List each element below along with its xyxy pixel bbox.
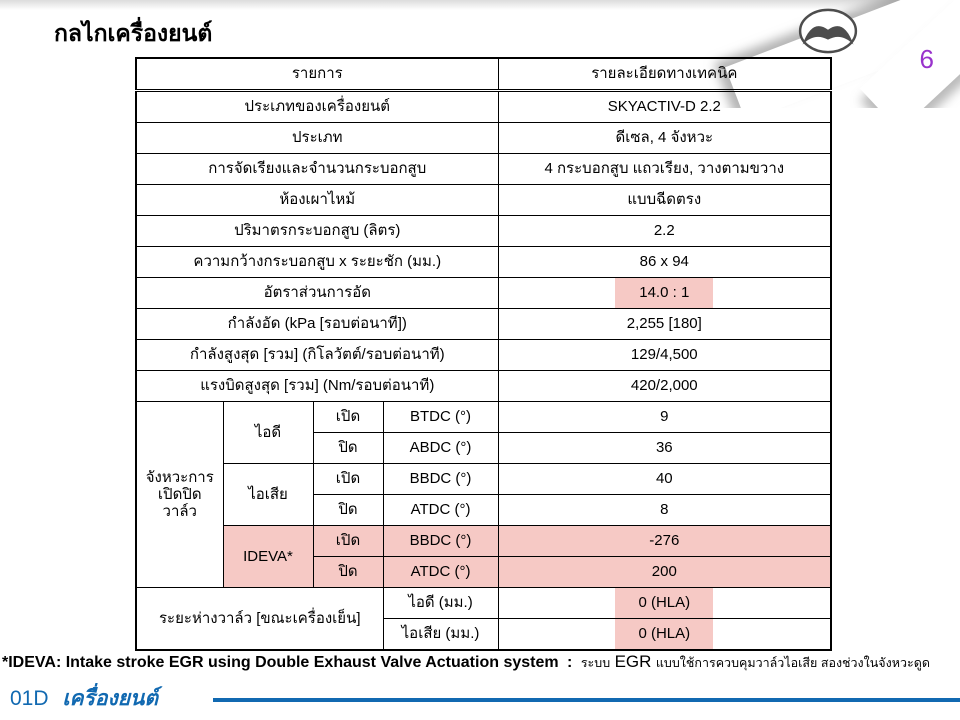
footnote-egr: EGR [614, 652, 652, 671]
valve-subgroup-exhaust: ไอเสีย [223, 464, 313, 526]
valve-state: ปิด [313, 433, 383, 464]
row-label: แรงบิดสูงสุด [รวม] (Nm/รอบต่อนาที) [136, 371, 498, 402]
row-label: ประเภท [136, 123, 498, 154]
valve-value: 36 [498, 433, 831, 464]
footnote-separator: : [567, 654, 573, 671]
valve-subgroup-intake: ไอดี [223, 402, 313, 464]
table-row [136, 216, 831, 247]
valve-state: ปิด [313, 557, 383, 588]
valve-timing-row [136, 402, 831, 433]
highlighted-value: 14.0 : 1 [615, 278, 713, 307]
table-row [136, 123, 831, 154]
mazda-logo-icon [797, 6, 859, 56]
row-value: ดีเซล, 4 จังหวะ [498, 123, 831, 154]
footer-section-code: 01D [10, 687, 49, 710]
valve-subgroup-ideva: IDEVA* [223, 526, 313, 588]
ideva-footnote [2, 652, 960, 673]
clearance-ref: ไอเสีย (มม.) [383, 619, 498, 651]
engine-spec-table [135, 57, 832, 651]
clearance-ref: ไอดี (มม.) [383, 588, 498, 619]
table-row [136, 185, 831, 216]
row-value: 2,255 [180] [498, 309, 831, 340]
row-value: 420/2,000 [498, 371, 831, 402]
footer-section-label [10, 682, 158, 715]
row-value: แบบฉีดตรง [498, 185, 831, 216]
valve-value: 9 [498, 402, 831, 433]
row-value: SKYACTIV-D 2.2 [498, 91, 831, 123]
header-detail: รายละเอียดทางเทคนิค [498, 58, 831, 91]
row-label: อัตราส่วนการอัด [136, 278, 498, 309]
row-label: ความกว้างกระบอกสูบ x ระยะชัก (มม.) [136, 247, 498, 278]
row-label: การจัดเรียงและจำนวนกระบอกสูบ [136, 154, 498, 185]
footnote-thai-suffix: แบบใช้การควบคุมวาล์วไอเสีย สองช่วงในจังหวะดูด [655, 656, 930, 670]
table-row [136, 154, 831, 185]
valve-ref: BTDC (°) [383, 402, 498, 433]
clearance-value [498, 619, 831, 651]
highlighted-value: 0 (HLA) [615, 588, 713, 617]
highlighted-value: 0 (HLA) [615, 619, 713, 648]
valve-state: ปิด [313, 495, 383, 526]
valve-state: เปิด [313, 464, 383, 495]
valve-value: 200 [498, 557, 831, 588]
table-row [136, 371, 831, 402]
table-row [136, 309, 831, 340]
table-row [136, 247, 831, 278]
row-label: กำลังอัด (kPa [รอบต่อนาที]) [136, 309, 498, 340]
valve-ref: ABDC (°) [383, 433, 498, 464]
row-label: กำลังสูงสุด [รวม] (กิโลวัตต์/รอบต่อนาที) [136, 340, 498, 371]
table-row [136, 91, 831, 123]
valve-state: เปิด [313, 402, 383, 433]
row-label: ห้องเผาไหม้ [136, 185, 498, 216]
valve-clearance-row [136, 588, 831, 619]
valve-ref: ATDC (°) [383, 557, 498, 588]
header-item: รายการ [136, 58, 498, 91]
clearance-value [498, 588, 831, 619]
valve-timing-row-ideva [136, 526, 831, 557]
footer-section-name: เครื่องยนต์ [62, 687, 159, 710]
valve-value: 8 [498, 495, 831, 526]
row-value: 86 x 94 [498, 247, 831, 278]
table-header-row [136, 58, 831, 91]
valve-timing-row [136, 464, 831, 495]
footnote-english: *IDEVA: Intake stroke EGR using Double Exhaust Valve Actuation system [2, 654, 559, 671]
valve-ref: BBDC (°) [383, 526, 498, 557]
row-value: 4 กระบอกสูบ แถวเรียง, วางตามขวาง [498, 154, 831, 185]
footer-divider-line [213, 698, 960, 702]
row-value [498, 278, 831, 309]
valve-value: -276 [498, 526, 831, 557]
page-title: กลไกเครื่องยนต์ [54, 20, 213, 46]
row-value: 2.2 [498, 216, 831, 247]
table-row [136, 278, 831, 309]
footnote-thai-prefix: ระบบ [580, 656, 611, 670]
table-row [136, 340, 831, 371]
row-value: 129/4,500 [498, 340, 831, 371]
valve-ref: ATDC (°) [383, 495, 498, 526]
valve-timing-group-label: จังหวะการ เปิดปิดวาล์ว [136, 402, 223, 588]
row-label: ประเภทของเครื่องยนต์ [136, 91, 498, 123]
valve-state: เปิด [313, 526, 383, 557]
valve-ref: BBDC (°) [383, 464, 498, 495]
row-label: ปริมาตรกระบอกสูบ (ลิตร) [136, 216, 498, 247]
valve-clearance-label: ระยะห่างวาล์ว [ขณะเครื่องเย็น] [136, 588, 383, 651]
valve-value: 40 [498, 464, 831, 495]
page-number: 6 [919, 44, 934, 74]
